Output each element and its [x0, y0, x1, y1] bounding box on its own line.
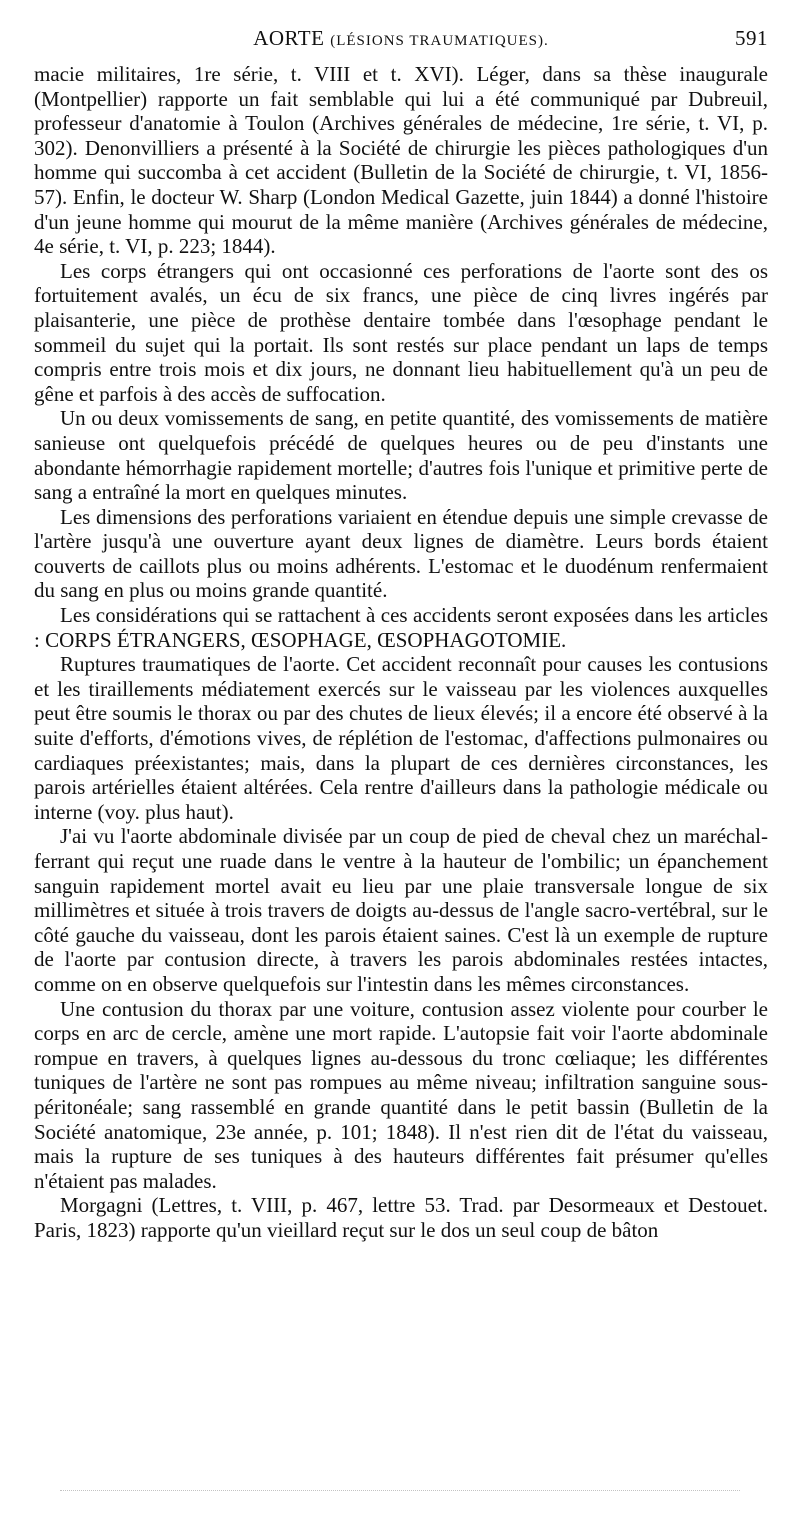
paragraph-9: Morgagni (Lettres, t. VIII, p. 467, lettre 53. Trad. par Desormeaux et Destouet. Paris, 1823) rapporte qu'un vieillard reçut sur le dos un seul coup de bâton	[34, 1193, 768, 1242]
running-title-main: AORTE	[253, 26, 325, 50]
paragraph-5: Les considérations qui se rattachent à ces accidents seront exposées dans les articles : CORPS ÉTRANGERS, ŒSOPHAGE, ŒSOPHAGOTOMIE.	[34, 603, 768, 652]
paragraph-6: Ruptures traumatiques de l'aorte. Cet accident reconnaît pour causes les contusions et les tiraillements médiatement exercés sur le vaisseau par les violences auxquelles peut être soumis le thorax ou par des chutes de lieux élevés; il a encore été observé à la suite d'efforts, d'émotions vives, de réplétion de l'estomac, d'affections pulmonaires ou cardiaques préexistantes; mais, dans la plupart de ces dernières circonstances, les parois artérielles étaient altérées. Cela rentre d'ailleurs dans la pathologie médicale ou interne (voy. plus haut).	[34, 652, 768, 824]
paragraph-1: macie militaires, 1re série, t. VIII et t. XVI). Léger, dans sa thèse inaugurale (Montpellier) rapporte un fait semblable qui lui a été communiqué par Dubreuil, professeur d'anatomie à Toulon (Archives générales de médecine, 1re série, t. VI, p. 302). Denonvilliers a présenté à la Société de chirurgie les pièces pathologiques d'un homme qui succomba à cet accident (Bulletin de la Société de chirurgie, t. VI, 1856-57). Enfin, le docteur W. Sharp (London Medical Gazette, juin 1844) a donné l'histoire d'un jeune homme qui mourut de la même manière (Archives générales de médecine, 4e série, t. VI, p. 223; 1844).	[34, 62, 768, 259]
paragraph-3: Un ou deux vomissements de sang, en petite quantité, des vomissements de matière sanieuse ont quelquefois précédé de quelques heures ou de peu d'instants une abondante hémorrhagie rapidement mortelle; d'autres fois l'unique et primitive perte de sang a entraîné la mort en quelques minutes.	[34, 406, 768, 505]
page-body	[34, 62, 768, 1243]
paragraph-7: J'ai vu l'aorte abdominale divisée par un coup de pied de cheval chez un maréchal-ferrant qui reçut une ruade dans le ventre à la hauteur de l'ombilic; un épanchement sanguin rapidement mortel avait eu lieu par une plaie transversale longue de six millimètres et située à trois travers de doigts au-dessus de l'angle sacro-vertébral, sur le côté gauche du vaisseau, dont les parois étaient saines. C'est là un exemple de rupture de l'aorte par contusion directe, à travers les parois abdominales restées intactes, comme on en observe quelquefois sur l'intestin dans les mêmes circonstances.	[34, 824, 768, 996]
paragraph-4: Les dimensions des perforations variaient en étendue depuis une simple crevasse de l'artère jusqu'à une ouverture ayant deux lignes de diamètre. Leurs bords étaient couverts de caillots plus ou moins adhérents. L'estomac et le duodénum renfermaient du sang en plus ou moins grande quantité.	[34, 504, 768, 603]
paragraph-8: Une contusion du thorax par une voiture, contusion assez violente pour courber le corps en arc de cercle, amène une mort rapide. L'autopsie fait voir l'aorte abdominale rompue en travers, à quelques lignes au-dessous du tronc cœliaque; les différentes tuniques de l'artère ne sont pas rompues au même niveau; infiltration sanguine sous-péritonéale; sang rassemblé en grande quantité dans le petit bassin (Bulletin de la Société anatomique, 23e année, p. 101; 1848). Il n'est rien dit de l'état du vaisseau, mais la rupture de ses tuniques à des hauteurs différentes fait présumer qu'elles n'étaient pas malades.	[34, 996, 768, 1193]
bottom-dotted-rule	[60, 1490, 740, 1491]
running-title	[34, 26, 768, 51]
page-number: 591	[735, 26, 768, 50]
paragraph-2: Les corps étrangers qui ont occasionné ces perforations de l'aorte sont des os fortuitement avalés, un écu de six francs, une pièce de cinq livres ingérés par plaisanterie, une pièce de prothèse dentaire tombée dans l'œsophage pendant le sommeil du sujet qui la portait. Ils sont restés sur place pendant un laps de temps compris entre trois mois et dix jours, ne donnant lieu habituellement qu'à un peu de gêne et parfois à des accès de suffocation.	[34, 258, 768, 406]
running-header	[34, 26, 768, 56]
running-title-sub: (LÉSIONS TRAUMATIQUES).	[330, 33, 549, 49]
